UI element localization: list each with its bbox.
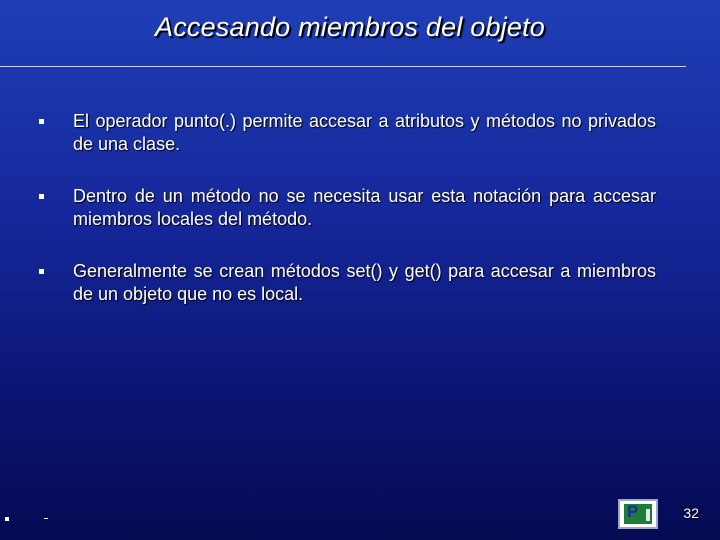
- bullet-text: Generalmente se crean métodos set() y get() para accesar a miembros de un objeto que no es local.: [73, 261, 656, 304]
- page-number: 32: [683, 505, 699, 521]
- bullet-text: Dentro de un método no se necesita usar esta notación para accesar miembros locales del método.: [73, 186, 656, 229]
- bullet-item: [36, 260, 656, 306]
- footer-dash: [44, 518, 48, 519]
- slide-title: Accesando miembros del objeto: [154, 12, 545, 42]
- footer-dot-icon: [5, 517, 9, 521]
- square-bullet-icon: [39, 119, 44, 124]
- square-bullet-icon: [39, 194, 44, 199]
- bullet-list: [36, 110, 656, 335]
- logo-accent: [646, 509, 650, 521]
- square-bullet-icon: [39, 269, 44, 274]
- logo-letter: P: [627, 502, 639, 521]
- title-divider: [0, 66, 686, 67]
- logo-icon: [618, 499, 658, 529]
- bullet-item: [36, 110, 656, 156]
- bullet-text: El operador punto(.) permite accesar a atributos y métodos no privados de una clase.: [73, 111, 656, 154]
- bullet-item: [36, 185, 656, 231]
